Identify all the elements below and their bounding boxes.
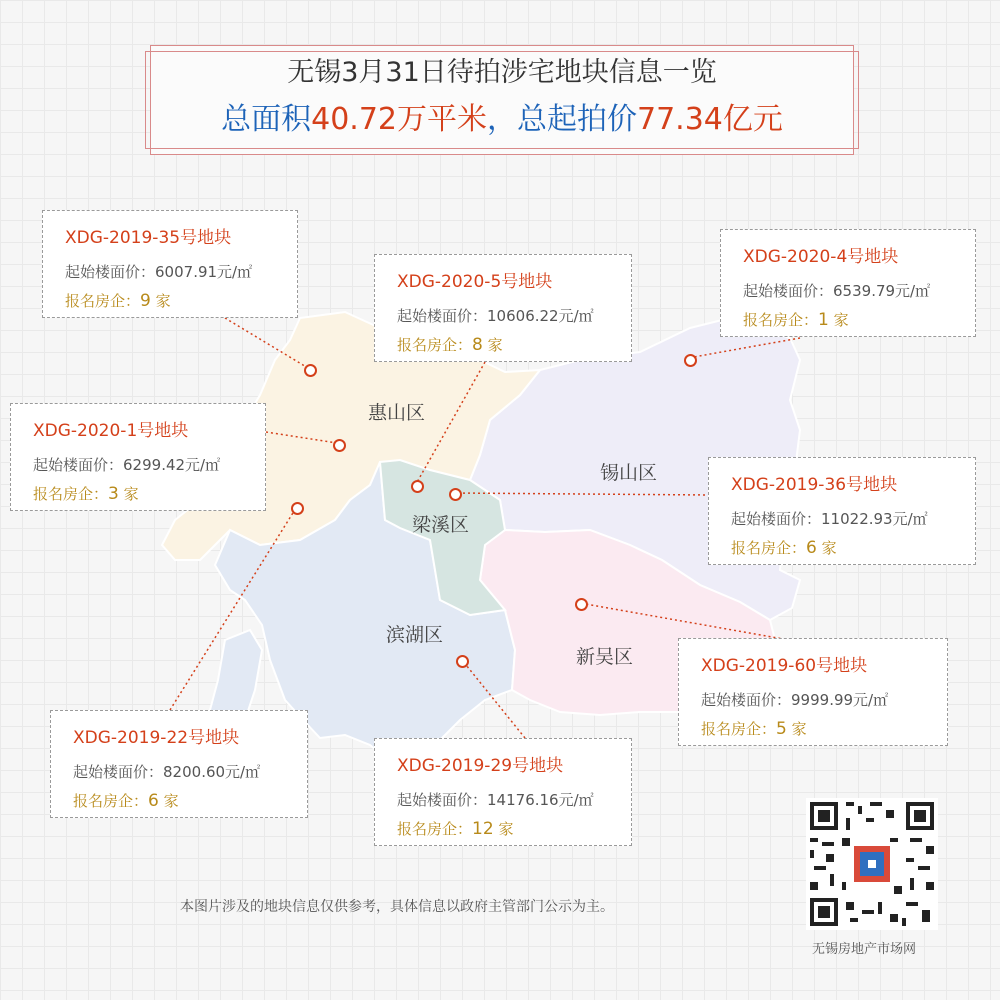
plot-registration-unit: 家 (498, 820, 514, 838)
plot-price-line (73, 761, 307, 782)
district-label-liangxi: 梁溪区 (412, 514, 470, 536)
plot-card-p4[interactable] (720, 229, 976, 337)
summary-area-value: 40.72万平米 (311, 102, 487, 137)
plot-registration-line (65, 290, 297, 311)
plot-registration-count: 5 (776, 719, 787, 739)
plot-name: XDG-2019-29号地块 (397, 756, 564, 776)
plot-card-p60[interactable] (678, 638, 948, 746)
district-label-xishan: 锡山区 (600, 462, 658, 484)
plot-price: 10606.22元/㎡ (487, 307, 594, 325)
district-label-xinwu: 新吴区 (576, 646, 634, 668)
plot-price-label: 起始楼面价： (701, 691, 792, 709)
plot-registration-count: 1 (818, 310, 829, 330)
plot-registration-unit: 家 (833, 311, 849, 329)
plot-marker-p5[interactable] (411, 480, 424, 493)
plot-card-p5[interactable] (374, 254, 632, 362)
plot-marker-p35[interactable] (304, 364, 317, 377)
plot-registration-count: 3 (108, 484, 119, 504)
plot-name: XDG-2019-35号地块 (65, 228, 232, 248)
plot-price-label: 起始楼面价： (397, 791, 488, 809)
plot-price-line (731, 508, 975, 529)
plot-registration-unit: 家 (163, 792, 179, 810)
plot-registration-label: 报名房企： (397, 336, 473, 354)
plot-registration-line (743, 309, 975, 330)
plot-price-line (65, 261, 297, 282)
plot-marker-p4[interactable] (684, 354, 697, 367)
qr-code-icon (806, 798, 938, 930)
plot-price-line (33, 454, 265, 475)
summary-separator: ， (487, 102, 517, 137)
summary-price-value: 77.34亿元 (637, 102, 783, 137)
plot-price: 14176.16元/㎡ (487, 791, 594, 809)
plot-registration-unit: 家 (821, 539, 837, 557)
plot-registration-count: 12 (472, 819, 494, 839)
plot-registration-unit: 家 (155, 292, 171, 310)
plot-price-line (397, 305, 631, 326)
plot-registration-label: 报名房企： (731, 539, 807, 557)
plot-card-p29[interactable] (374, 738, 632, 846)
plot-name: XDG-2020-1号地块 (33, 421, 189, 441)
plot-price: 11022.93元/㎡ (821, 510, 928, 528)
plot-marker-p1[interactable] (333, 439, 346, 452)
plot-price-line (701, 689, 947, 710)
plot-price-label: 起始楼面价： (731, 510, 822, 528)
plot-price-label: 起始楼面价： (65, 263, 156, 281)
plot-registration-line (397, 818, 631, 839)
plot-card-p36[interactable] (708, 457, 976, 565)
plot-registration-unit: 家 (487, 336, 503, 354)
summary-area-prefix: 总面积 (221, 102, 312, 137)
plot-registration-line (731, 537, 975, 558)
plot-registration-line (73, 790, 307, 811)
plot-registration-label: 报名房企： (397, 820, 473, 838)
plot-price-label: 起始楼面价： (73, 763, 164, 781)
plot-card-p22[interactable] (50, 710, 308, 818)
plot-registration-line (397, 334, 631, 355)
plot-registration-line (33, 483, 265, 504)
plot-name: XDG-2019-36号地块 (731, 475, 898, 495)
plot-registration-label: 报名房企： (65, 292, 141, 310)
plot-registration-count: 6 (806, 538, 817, 558)
plot-registration-count: 8 (472, 335, 483, 355)
plot-registration-count: 9 (140, 291, 151, 311)
plot-name: XDG-2020-5号地块 (397, 272, 553, 292)
plot-registration-unit: 家 (123, 485, 139, 503)
plot-price-label: 起始楼面价： (743, 282, 834, 300)
plot-name: XDG-2020-4号地块 (743, 247, 899, 267)
plot-registration-count: 6 (148, 791, 159, 811)
plot-registration-unit: 家 (791, 720, 807, 738)
plot-registration-label: 报名房企： (73, 792, 149, 810)
disclaimer: 本图片涉及的地块信息仅供参考，具体信息以政府主管部门公示为主。 (180, 899, 614, 915)
plot-marker-p60[interactable] (575, 598, 588, 611)
plot-registration-line (701, 718, 947, 739)
district-label-binhu: 滨湖区 (386, 624, 444, 646)
qr-label: 无锡房地产市场网 (812, 942, 917, 957)
plot-name: XDG-2019-60号地块 (701, 656, 868, 676)
plot-marker-p36[interactable] (449, 488, 462, 501)
plot-price: 9999.99元/㎡ (791, 691, 889, 709)
plot-registration-label: 报名房企： (33, 485, 109, 503)
plot-registration-label: 报名房企： (701, 720, 777, 738)
summary-price-prefix: 总起拍价 (517, 102, 637, 137)
plot-price-line (397, 789, 631, 810)
plot-card-p1[interactable] (10, 403, 266, 511)
plot-price: 6299.42元/㎡ (123, 456, 221, 474)
plot-price-label: 起始楼面价： (33, 456, 124, 474)
plot-price-label: 起始楼面价： (397, 307, 488, 325)
plot-name: XDG-2019-22号地块 (73, 728, 240, 748)
plot-price: 8200.60元/㎡ (163, 763, 261, 781)
plot-card-p35[interactable] (42, 210, 298, 318)
plot-price: 6007.91元/㎡ (155, 263, 253, 281)
district-label-huishan: 惠山区 (368, 402, 426, 424)
plot-marker-p22[interactable] (291, 502, 304, 515)
plot-price: 6539.79元/㎡ (833, 282, 931, 300)
plot-marker-p29[interactable] (456, 655, 469, 668)
page-title: 无锡3月31日待拍涉宅地块信息一览 (287, 57, 717, 88)
plot-price-line (743, 280, 975, 301)
plot-registration-label: 报名房企： (743, 311, 819, 329)
